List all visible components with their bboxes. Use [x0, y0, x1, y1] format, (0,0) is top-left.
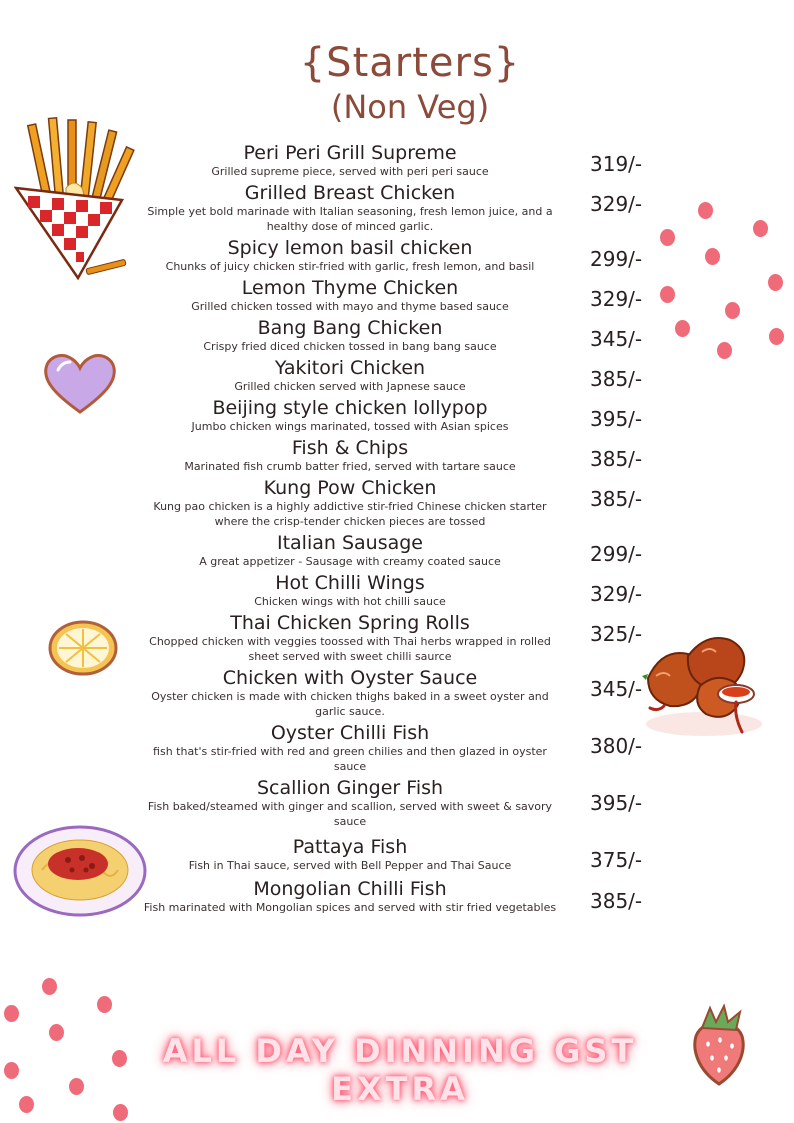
decor-dot [4, 1062, 19, 1079]
item-price: 385/- [590, 367, 643, 391]
item-desc: Simple yet bold marinade with Italian seasoning, fresh lemon juice, and a healthy dose of minced garlic. [147, 205, 553, 233]
item-price: 345/- [590, 327, 643, 351]
item-desc: Oyster chicken is made with chicken thighs baked in a sweet oyster and garlic sauce. [151, 690, 549, 718]
decor-dot [768, 274, 783, 291]
menu-item [140, 612, 560, 664]
menu-item [140, 357, 560, 394]
item-price: 329/- [590, 582, 643, 606]
item-name: Spicy lemon basil chicken [227, 237, 473, 259]
item-name: Hot Chilli Wings [275, 572, 425, 594]
decor-dot [4, 1005, 19, 1022]
item-name: Chicken with Oyster Sauce [222, 667, 478, 689]
menu-item [140, 836, 560, 873]
decor-dot [675, 320, 690, 337]
item-price: 319/- [590, 152, 643, 176]
item-name: Thai Chicken Spring Rolls [230, 612, 470, 634]
item-desc: Crispy fried diced chicken tossed in bang bang sauce [203, 340, 497, 353]
menu-item [140, 667, 560, 719]
item-desc: Marinated fish crumb batter fried, served with tartare sauce [184, 460, 516, 473]
decor-dot [769, 328, 784, 345]
item-desc: Grilled chicken served with Japnese sauce [234, 380, 466, 393]
item-name: Lemon Thyme Chicken [241, 277, 459, 299]
item-name: Scallion Ginger Fish [256, 777, 444, 799]
menu-item [140, 532, 560, 569]
menu-item [140, 878, 560, 915]
item-name: Peri Peri Grill Supreme [243, 142, 457, 164]
menu-item [140, 397, 560, 434]
item-desc: A great appetizer - Sausage with creamy coated sauce [199, 555, 501, 568]
strawberry-icon [688, 1004, 750, 1086]
item-desc: Chicken wings with hot chilli sauce [254, 595, 446, 608]
pasta-plate-icon [12, 824, 148, 918]
item-desc: fish that's stir-fried with red and green chilies and then glazed in oyster sauce [153, 745, 547, 773]
item-name: Grilled Breast Chicken [244, 182, 456, 204]
decor-dot [69, 1078, 84, 1095]
decor-dot [19, 1096, 34, 1113]
menu-item [140, 477, 560, 529]
decor-dot [753, 220, 768, 237]
item-price: 385/- [590, 889, 643, 913]
item-price: 325/- [590, 622, 643, 646]
gst-notice-line2: EXTRA [331, 1070, 469, 1108]
item-name: Pattaya Fish [292, 836, 408, 858]
item-desc: Chunks of juicy chicken stir-fried with garlic, fresh lemon, and basil [165, 260, 535, 273]
gst-notice [130, 1032, 670, 1108]
item-price: 329/- [590, 192, 643, 216]
heart-icon [42, 352, 118, 416]
decor-dot [698, 202, 713, 219]
menu-item [140, 437, 560, 474]
item-desc: Fish baked/steamed with ginger and scallion, served with sweet & savory sauce [147, 800, 553, 828]
item-desc: Grilled chicken tossed with mayo and thyme based sauce [191, 300, 509, 313]
item-desc: Grilled supreme piece, served with peri peri sauce [211, 165, 489, 178]
item-name: Beijing style chicken lollypop [212, 397, 488, 419]
decor-dot [660, 229, 675, 246]
item-price: 329/- [590, 287, 643, 311]
item-desc: Fish in Thai sauce, served with Bell Pepper and Thai Sauce [188, 859, 512, 872]
item-desc: Kung pao chicken is a highly addictive stir-fried Chinese chicken starter where the crisp-tender chicken pieces are tossed [153, 500, 547, 528]
page-subtitle: (Non Veg) [330, 88, 490, 126]
item-price: 395/- [590, 791, 643, 815]
decor-dot [725, 302, 740, 319]
item-name: Kung Pow Chicken [263, 477, 437, 499]
item-desc: Chopped chicken with veggies toossed with Thai herbs wrapped in rolled sheet served with sweet chilli saurce [149, 635, 551, 663]
decor-dot [705, 248, 720, 265]
menu-item [140, 142, 560, 179]
fries-icon [14, 116, 138, 280]
decor-dot [97, 996, 112, 1013]
menu-item [140, 572, 560, 609]
menu-item [140, 777, 560, 829]
item-price: 299/- [590, 247, 643, 271]
lemon-slice-icon [48, 620, 118, 676]
item-name: Fish & Chips [291, 437, 409, 459]
item-name: Mongolian Chilli Fish [253, 878, 447, 900]
item-name: Yakitori Chicken [274, 357, 426, 379]
item-name: Bang Bang Chicken [257, 317, 443, 339]
menu-item [140, 182, 560, 234]
decor-dot [113, 1104, 128, 1121]
item-price: 375/- [590, 848, 643, 872]
decor-dot [49, 1024, 64, 1041]
chicken-wings-icon [640, 628, 768, 744]
item-name: Italian Sausage [276, 532, 424, 554]
decor-dot [660, 286, 675, 303]
menu-item [140, 722, 560, 774]
menu-item [140, 277, 560, 314]
item-desc: Jumbo chicken wings marinated, tossed with Asian spices [191, 420, 509, 433]
decor-dot [717, 342, 732, 359]
item-price: 385/- [590, 447, 643, 471]
item-price: 299/- [590, 542, 643, 566]
item-price: 345/- [590, 677, 643, 701]
item-price: 385/- [590, 487, 643, 511]
gst-notice-line1: ALL DAY DINNING GST [162, 1032, 638, 1070]
item-name: Oyster Chilli Fish [270, 722, 430, 744]
page-title: {Starters} [299, 40, 521, 86]
menu-item [140, 317, 560, 354]
menu-item [140, 237, 560, 274]
decor-dot [112, 1050, 127, 1067]
item-price: 395/- [590, 407, 643, 431]
decor-dot [42, 978, 57, 995]
item-price: 380/- [590, 734, 643, 758]
item-desc: Fish marinated with Mongolian spices and served with stir fried vegetables [143, 901, 557, 914]
